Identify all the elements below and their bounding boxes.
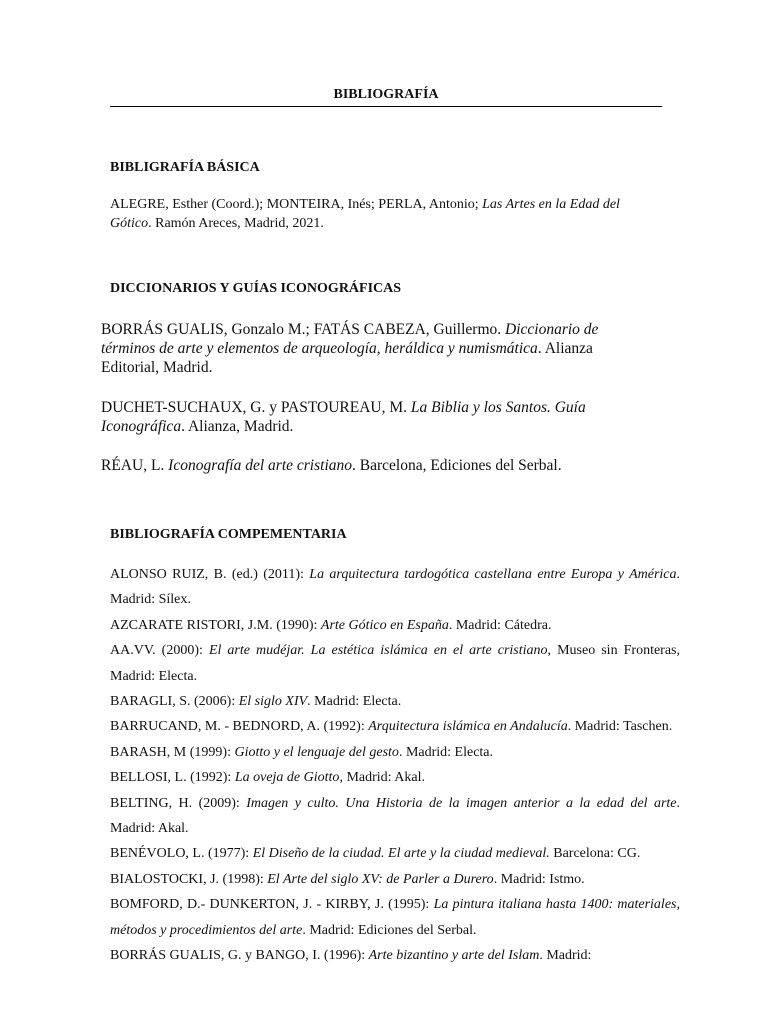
- entry-work-title: Giotto y el lenguaje del gesto: [234, 744, 399, 760]
- entry-authors: RÉAU, L.: [101, 457, 169, 474]
- entry-work-title: Arte bizantino y arte del Islam: [368, 948, 540, 964]
- entry-authors: BIALOSTOCKI, J. (1998):: [110, 871, 268, 887]
- entry-work-title: Arquitectura islámica en Andalucía: [368, 719, 568, 735]
- list-item: [110, 689, 680, 714]
- entry-authors: BARRUCAND, M. - BEDNORD, A. (1992):: [110, 719, 369, 735]
- entry-work-title: Arte Gótico en España: [320, 617, 449, 633]
- section-heading-basic: BIBLIGRAFÍA BÁSICA: [110, 160, 260, 175]
- entry-authors: BORRÁS GUALIS, Gonzalo M.; FATÁS CABEZA, Guillermo.: [101, 321, 506, 338]
- entry-publisher: Barcelona: CG.: [549, 846, 641, 862]
- entry-authors: BARASH, M (1999):: [110, 744, 235, 760]
- entry-work-title: Iconografía del arte cristiano: [168, 457, 352, 474]
- entry-authors: BELLOSI, L. (1992):: [110, 770, 235, 786]
- entry-authors: BORRÁS GUALIS, G. y BANGO, I. (1996):: [110, 948, 369, 964]
- entry-authors: BENÉVOLO, L. (1977):: [110, 846, 253, 862]
- title-rule: [110, 106, 662, 107]
- entry-publisher: . Madrid: Taschen.: [567, 719, 673, 735]
- list-item: [110, 841, 680, 866]
- entry-authors: ALONSO RUIZ, B. (ed.) (2011):: [110, 567, 310, 582]
- entry-authors: ALEGRE, Esther (Coord.); MONTEIRA, Inés; PERLA, Antonio;: [110, 197, 483, 212]
- list-item: [110, 638, 680, 689]
- entry-publisher: . Madrid: Sílex.: [110, 567, 681, 608]
- entry-publisher: , Museo sin Fronteras, Madrid: Electa.: [110, 643, 680, 684]
- entry-publisher: . Madrid: Electa.: [398, 744, 494, 760]
- list-item: [110, 943, 680, 968]
- list-item: [110, 714, 680, 739]
- entry-work-title: Diccionario de términos de arte y elementos de arqueología, heráldica y numismática: [101, 321, 599, 357]
- entry-publisher: . Madrid: Akal.: [110, 795, 680, 837]
- entry-work-title: El arte mudéjar. La estética islámica en el arte cristiano: [208, 643, 548, 659]
- list-item: [110, 867, 680, 892]
- entry-work-title: La arquitectura tardogótica castellana entre Europa y América: [309, 567, 677, 582]
- bib-entry-basic: [110, 195, 660, 233]
- complementary-bibliography-list: [110, 562, 680, 969]
- list-item: [110, 892, 680, 943]
- entry-publisher: . Madrid: Electa.: [307, 694, 402, 710]
- entry-authors: BOMFORD, D.- DUNKERTON, J. - KIRBY, J. (1995):: [110, 897, 434, 913]
- list-item: [110, 740, 680, 765]
- entry-work-title: El siglo XIV: [238, 694, 308, 710]
- entry-publisher: . Madrid:: [539, 948, 592, 964]
- entry-work-title: La oveja de Giotto: [234, 770, 340, 786]
- entry-authors: AZCARATE RISTORI, J.M. (1990):: [110, 617, 321, 633]
- entry-work-title: La Biblia y los Santos. Guía Iconográfica: [101, 399, 586, 435]
- entry-publisher: . Alianza, Madrid.: [181, 418, 294, 435]
- section-heading-dictionaries: DICCIONARIOS Y GUÍAS ICONOGRÁFICAS: [110, 281, 402, 296]
- entry-publisher: . Ramón Areces, Madrid, 2021.: [148, 216, 324, 231]
- list-item: [110, 791, 680, 842]
- entry-work-title: Imagen y culto. Una Historia de la imagen anterior a la edad del arte: [246, 795, 677, 811]
- entry-publisher: . Barcelona, Ediciones del Serbal.: [352, 457, 562, 474]
- entry-publisher: . Madrid: Cátedra.: [448, 617, 552, 633]
- entry-authors: BARAGLI, S. (2006):: [110, 694, 239, 710]
- entry-authors: BELTING, H. (2009):: [110, 795, 247, 811]
- list-item: [110, 613, 680, 638]
- section-heading-complementary: BIBLIOGRAFÍA COMPEMENTARIA: [110, 527, 347, 542]
- page-title: BIBLIOGRAFÍA: [333, 87, 439, 102]
- entry-publisher: , Madrid: Akal.: [339, 770, 425, 786]
- bib-entry-dictionary: [101, 320, 651, 377]
- list-item: [110, 562, 680, 613]
- entry-work-title: La pintura italiana hasta 1400: materiales, métodos y procedimientos del arte: [110, 897, 680, 938]
- list-item: [110, 765, 680, 790]
- entry-work-title: El Arte del siglo XV: de Parler a Durero: [267, 871, 494, 887]
- entry-authors: AA.VV. (2000):: [110, 643, 209, 659]
- entry-publisher: . Madrid: Ediciones del Serbal.: [302, 922, 477, 938]
- entry-authors: DUCHET-SUCHAUX, G. y PASTOUREAU, M.: [101, 399, 411, 416]
- entry-publisher: . Madrid: Istmo.: [493, 871, 585, 887]
- entry-work-title: Las Artes en la Edad del Gótico: [110, 197, 620, 231]
- bib-entry-dictionary: [101, 456, 661, 475]
- entry-work-title: El Diseño de la ciudad. El arte y la ciudad medieval.: [252, 846, 550, 862]
- bib-entry-dictionary: [101, 398, 651, 436]
- entry-publisher: . Alianza Editorial, Madrid.: [101, 340, 593, 376]
